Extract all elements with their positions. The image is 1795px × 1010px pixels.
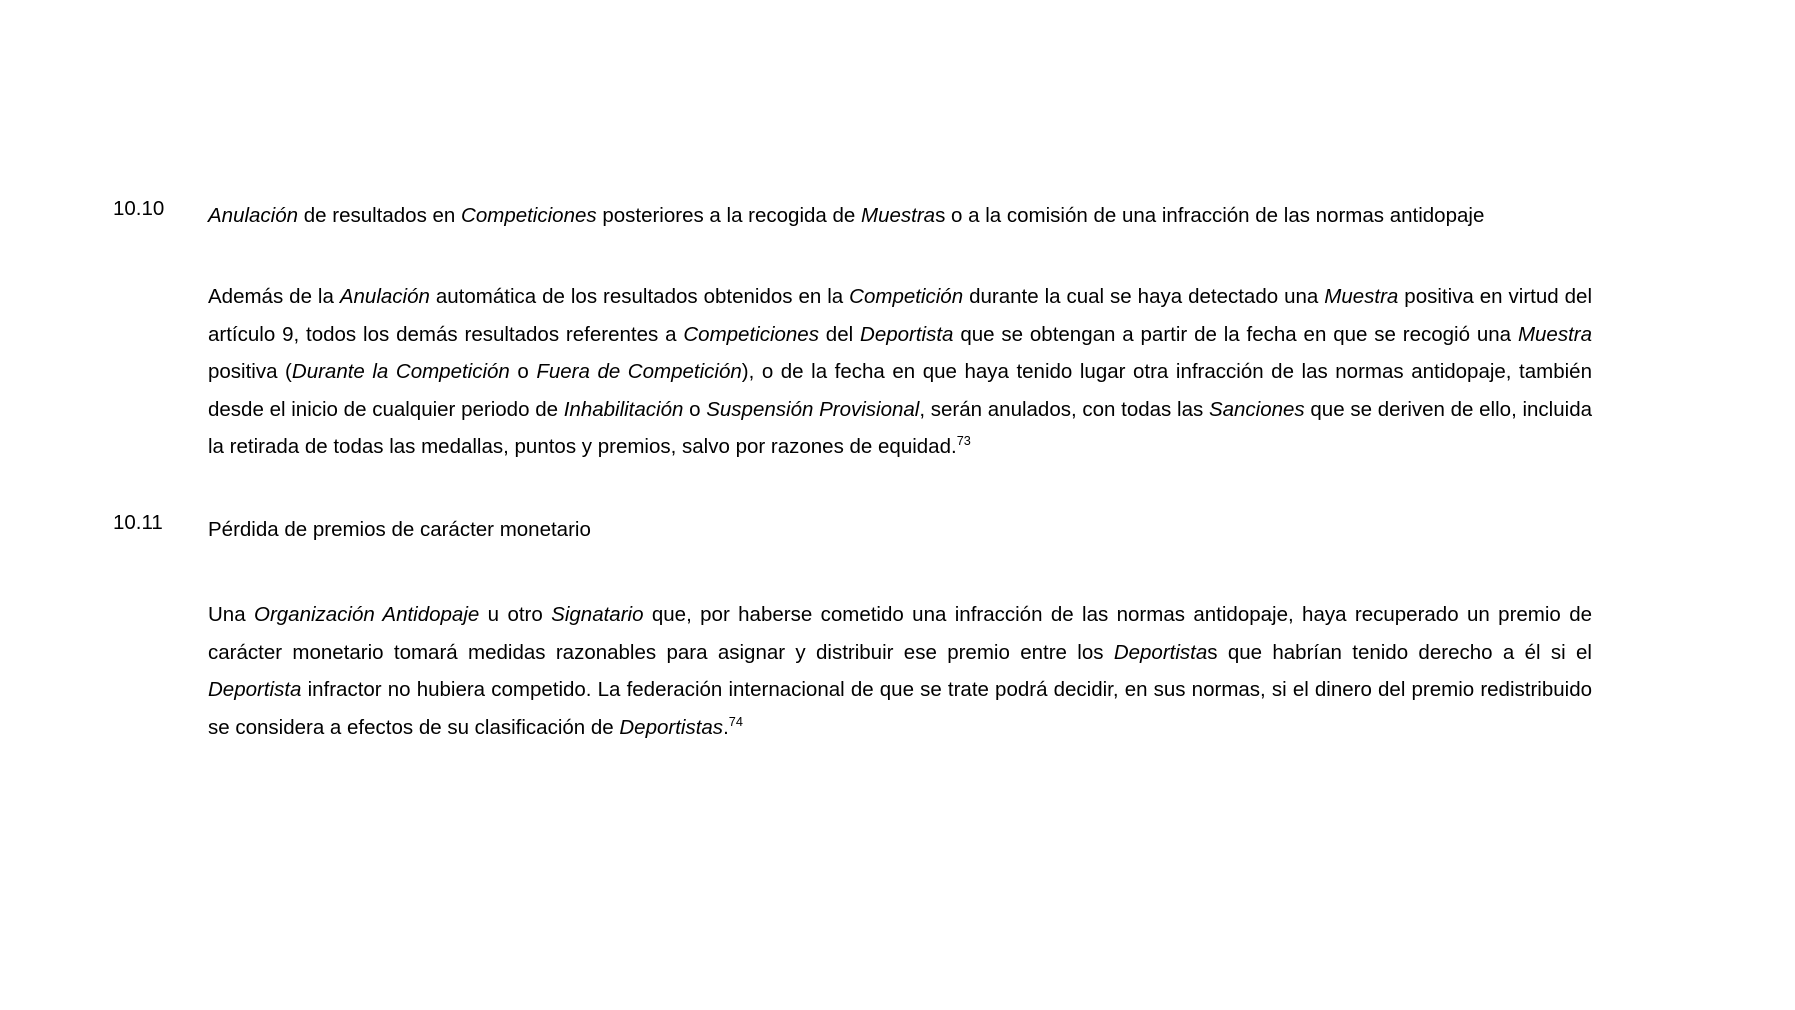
document-content — [113, 197, 1593, 746]
section-10-11-header — [113, 510, 1592, 549]
section-10-10-header — [113, 197, 1592, 235]
section-10-11 — [113, 510, 1593, 746]
section-10-10 — [113, 197, 1592, 466]
section-number: 10.11 — [113, 510, 163, 534]
section-title: Pérdida de premios de carácter monetario — [208, 517, 591, 541]
section-title: Anulación de resultados en Competiciones posteriores a la recogida de Muestras o a la comisión de una infracción de las normas antidopaje — [208, 204, 1485, 227]
section-paragraph: Una Organización Antidopaje u otro Signatario que, por haberse cometido una infracción de las normas antidopaje, haya recuperado un premio de carácter monetario tomará medidas razonables para asignar y distribuir ese premio entre los Deportistas que habrían tenido derecho a él si el Deportista infractor no hubiera competido. La federación internacional de que se trate podrá decidir, en sus normas, si el dinero del premio redistribuido se considera a efectos de su clasificación de Deportistas.$^{74}$ — [208, 602, 1593, 739]
section-paragraph: Además de la Anulación automática de los resultados obtenidos en la Competición durante la cual se haya detectado una Muestra positiva en virtud del artículo 9, todos los demás resultados referentes a Competiciones del Deportista que se obtengan a partir de la fecha en que se recogió una Muestra positiva (Durante la Competición o Fuera de Competición), o de la fecha en que haya tenido lugar otra infracción de las normas antidopaje, también desde el inicio de cualquier periodo de Inhabilitación o Suspensión Provisional, serán anulados, con todas las Sanciones que se deriven de ello, incluida la retirada de todas las medallas, puntos y premios, salvo por razones de equidad.$^{73}$ — [208, 285, 1592, 459]
section-number: 10.10 — [113, 197, 165, 220]
